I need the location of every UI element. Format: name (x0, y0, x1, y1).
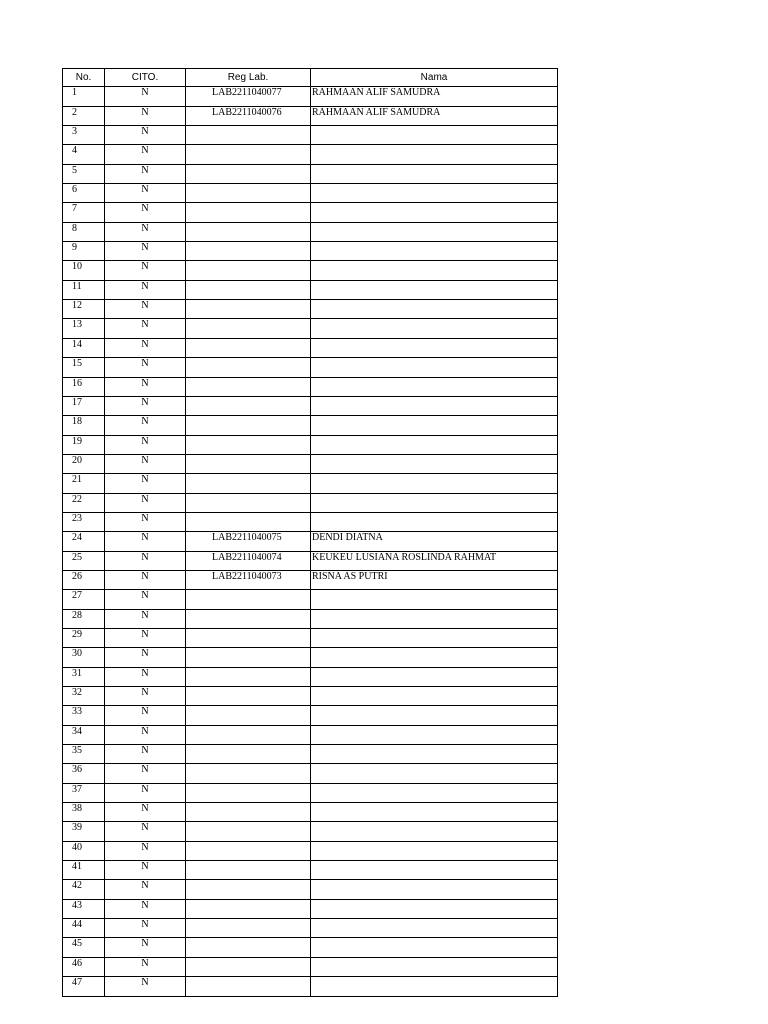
cell-cito: N (105, 648, 186, 667)
cell-cito: N (105, 474, 186, 493)
table-row (63, 590, 558, 609)
cell-no: 20 (63, 454, 105, 473)
cell-reg-lab (186, 338, 311, 357)
table-row (63, 164, 558, 183)
cell-reg-lab (186, 435, 311, 454)
cell-no: 14 (63, 338, 105, 357)
table-row (63, 938, 558, 957)
cell-no: 37 (63, 783, 105, 802)
cell-cito: N (105, 358, 186, 377)
cell-reg-lab (186, 783, 311, 802)
cell-no: 21 (63, 474, 105, 493)
cell-no: 39 (63, 822, 105, 841)
cell-no: 26 (63, 570, 105, 589)
cell-nama (311, 783, 558, 802)
cell-reg-lab (186, 280, 311, 299)
header-reg-lab: Reg Lab. (186, 69, 311, 87)
cell-cito: N (105, 164, 186, 183)
cell-no: 11 (63, 280, 105, 299)
cell-reg-lab (186, 803, 311, 822)
cell-cito: N (105, 803, 186, 822)
cell-cito: N (105, 87, 186, 106)
cell-nama (311, 957, 558, 976)
cell-nama (311, 203, 558, 222)
cell-reg-lab (186, 706, 311, 725)
cell-reg-lab (186, 841, 311, 860)
cell-reg-lab (186, 126, 311, 145)
cell-no: 47 (63, 977, 105, 996)
cell-no: 8 (63, 222, 105, 241)
cell-no: 27 (63, 590, 105, 609)
cell-no: 24 (63, 532, 105, 551)
cell-reg-lab (186, 261, 311, 280)
table-row (63, 570, 558, 589)
table-row (63, 87, 558, 106)
cell-cito: N (105, 899, 186, 918)
cell-cito: N (105, 609, 186, 628)
cell-nama (311, 164, 558, 183)
table-body (63, 87, 558, 996)
cell-cito: N (105, 106, 186, 125)
cell-reg-lab (186, 242, 311, 261)
cell-nama (311, 977, 558, 996)
cell-no: 43 (63, 899, 105, 918)
cell-nama (311, 919, 558, 938)
cell-cito: N (105, 454, 186, 473)
cell-reg-lab (186, 396, 311, 415)
table-row (63, 551, 558, 570)
table-row (63, 338, 558, 357)
table-row (63, 532, 558, 551)
cell-no: 15 (63, 358, 105, 377)
cell-no: 32 (63, 687, 105, 706)
cell-nama (311, 745, 558, 764)
cell-reg-lab (186, 512, 311, 531)
table-row (63, 396, 558, 415)
cell-reg-lab (186, 648, 311, 667)
cell-cito: N (105, 319, 186, 338)
table-row (63, 493, 558, 512)
cell-cito: N (105, 783, 186, 802)
table-row (63, 261, 558, 280)
cell-nama (311, 242, 558, 261)
cell-no: 42 (63, 880, 105, 899)
cell-cito: N (105, 919, 186, 938)
cell-no: 38 (63, 803, 105, 822)
cell-reg-lab (186, 493, 311, 512)
cell-nama: KEUKEU LUSIANA ROSLINDA RAHMAT (311, 551, 558, 570)
cell-nama (311, 512, 558, 531)
table-row (63, 628, 558, 647)
cell-reg-lab (186, 416, 311, 435)
header-cito: CITO. (105, 69, 186, 87)
cell-reg-lab (186, 300, 311, 319)
cell-no: 18 (63, 416, 105, 435)
cell-no: 10 (63, 261, 105, 280)
cell-cito: N (105, 551, 186, 570)
cell-no: 44 (63, 919, 105, 938)
cell-reg-lab (186, 184, 311, 203)
cell-reg-lab: LAB2211040073 (186, 570, 311, 589)
cell-cito: N (105, 184, 186, 203)
cell-nama (311, 126, 558, 145)
table-row (63, 803, 558, 822)
cell-no: 19 (63, 435, 105, 454)
cell-nama: RAHMAAN ALIF SAMUDRA (311, 106, 558, 125)
cell-no: 6 (63, 184, 105, 203)
cell-no: 40 (63, 841, 105, 860)
table-row (63, 280, 558, 299)
cell-reg-lab (186, 861, 311, 880)
cell-nama (311, 319, 558, 338)
cell-no: 35 (63, 745, 105, 764)
cell-nama (311, 938, 558, 957)
table-row (63, 861, 558, 880)
cell-nama (311, 880, 558, 899)
cell-no: 25 (63, 551, 105, 570)
cell-reg-lab (186, 628, 311, 647)
table-row (63, 745, 558, 764)
cell-no: 46 (63, 957, 105, 976)
cell-reg-lab (186, 687, 311, 706)
cell-nama (311, 899, 558, 918)
cell-nama (311, 474, 558, 493)
table-row (63, 899, 558, 918)
cell-no: 41 (63, 861, 105, 880)
cell-nama (311, 300, 558, 319)
cell-nama (311, 648, 558, 667)
table-row (63, 358, 558, 377)
cell-no: 16 (63, 377, 105, 396)
cell-no: 45 (63, 938, 105, 957)
cell-cito: N (105, 222, 186, 241)
cell-no: 33 (63, 706, 105, 725)
table-row (63, 764, 558, 783)
cell-reg-lab (186, 609, 311, 628)
cell-reg-lab (186, 725, 311, 744)
cell-cito: N (105, 706, 186, 725)
cell-cito: N (105, 416, 186, 435)
table-row (63, 687, 558, 706)
cell-nama (311, 667, 558, 686)
table-row (63, 880, 558, 899)
table-row (63, 474, 558, 493)
table-row (63, 106, 558, 125)
cell-no: 5 (63, 164, 105, 183)
cell-reg-lab (186, 454, 311, 473)
table-row (63, 242, 558, 261)
cell-no: 1 (63, 87, 105, 106)
cell-reg-lab (186, 764, 311, 783)
table-row (63, 145, 558, 164)
table-row (63, 725, 558, 744)
cell-no: 3 (63, 126, 105, 145)
cell-reg-lab (186, 222, 311, 241)
cell-no: 13 (63, 319, 105, 338)
cell-cito: N (105, 667, 186, 686)
cell-nama (311, 145, 558, 164)
cell-reg-lab: LAB2211040074 (186, 551, 311, 570)
cell-cito: N (105, 861, 186, 880)
cell-cito: N (105, 396, 186, 415)
table-row (63, 822, 558, 841)
table-row (63, 435, 558, 454)
cell-reg-lab: LAB2211040075 (186, 532, 311, 551)
cell-reg-lab (186, 590, 311, 609)
cell-reg-lab (186, 667, 311, 686)
cell-cito: N (105, 435, 186, 454)
cell-reg-lab: LAB2211040077 (186, 87, 311, 106)
cell-nama (311, 396, 558, 415)
cell-nama (311, 280, 558, 299)
cell-no: 30 (63, 648, 105, 667)
cell-cito: N (105, 841, 186, 860)
cell-no: 34 (63, 725, 105, 744)
table-row (63, 841, 558, 860)
cell-reg-lab (186, 358, 311, 377)
cell-reg-lab (186, 957, 311, 976)
cell-no: 29 (63, 628, 105, 647)
table-row (63, 609, 558, 628)
cell-cito: N (105, 261, 186, 280)
cell-cito: N (105, 242, 186, 261)
cell-cito: N (105, 764, 186, 783)
cell-nama: DENDI DIATNA (311, 532, 558, 551)
cell-nama (311, 706, 558, 725)
table-row (63, 706, 558, 725)
cell-nama: RAHMAAN ALIF SAMUDRA (311, 87, 558, 106)
cell-cito: N (105, 725, 186, 744)
cell-cito: N (105, 957, 186, 976)
cell-reg-lab (186, 899, 311, 918)
table-row (63, 222, 558, 241)
table-row (63, 126, 558, 145)
cell-nama (311, 377, 558, 396)
cell-cito: N (105, 570, 186, 589)
cell-cito: N (105, 938, 186, 957)
cell-reg-lab (186, 745, 311, 764)
cell-reg-lab (186, 977, 311, 996)
table-row (63, 300, 558, 319)
cell-cito: N (105, 145, 186, 164)
table-row (63, 977, 558, 996)
cell-no: 36 (63, 764, 105, 783)
cell-reg-lab (186, 164, 311, 183)
cell-cito: N (105, 822, 186, 841)
cell-nama (311, 454, 558, 473)
cell-reg-lab (186, 822, 311, 841)
cell-no: 17 (63, 396, 105, 415)
cell-cito: N (105, 590, 186, 609)
cell-cito: N (105, 532, 186, 551)
cell-cito: N (105, 745, 186, 764)
cell-cito: N (105, 628, 186, 647)
cell-cito: N (105, 126, 186, 145)
cell-reg-lab (186, 319, 311, 338)
table-row (63, 416, 558, 435)
cell-no: 12 (63, 300, 105, 319)
cell-nama (311, 841, 558, 860)
cell-reg-lab: LAB2211040076 (186, 106, 311, 125)
table-row (63, 512, 558, 531)
table-row (63, 454, 558, 473)
cell-no: 4 (63, 145, 105, 164)
cell-nama (311, 184, 558, 203)
cell-cito: N (105, 977, 186, 996)
cell-cito: N (105, 512, 186, 531)
cell-no: 31 (63, 667, 105, 686)
lab-registration-table (62, 68, 558, 997)
cell-nama (311, 493, 558, 512)
header-no: No. (63, 69, 105, 87)
cell-reg-lab (186, 938, 311, 957)
cell-nama (311, 803, 558, 822)
cell-nama (311, 861, 558, 880)
cell-no: 9 (63, 242, 105, 261)
cell-nama (311, 764, 558, 783)
cell-cito: N (105, 300, 186, 319)
cell-cito: N (105, 377, 186, 396)
cell-cito: N (105, 203, 186, 222)
cell-cito: N (105, 687, 186, 706)
cell-nama (311, 628, 558, 647)
cell-cito: N (105, 880, 186, 899)
table-row (63, 957, 558, 976)
cell-no: 28 (63, 609, 105, 628)
table-row (63, 783, 558, 802)
table-row (63, 184, 558, 203)
cell-nama (311, 338, 558, 357)
table-row (63, 319, 558, 338)
cell-nama (311, 222, 558, 241)
cell-reg-lab (186, 377, 311, 396)
cell-no: 23 (63, 512, 105, 531)
cell-nama (311, 416, 558, 435)
cell-nama (311, 609, 558, 628)
cell-cito: N (105, 338, 186, 357)
cell-nama (311, 822, 558, 841)
table-header-row (63, 69, 558, 87)
cell-nama (311, 261, 558, 280)
table-row (63, 377, 558, 396)
table-row (63, 648, 558, 667)
cell-no: 7 (63, 203, 105, 222)
cell-reg-lab (186, 880, 311, 899)
cell-cito: N (105, 493, 186, 512)
cell-reg-lab (186, 203, 311, 222)
cell-nama (311, 435, 558, 454)
cell-no: 22 (63, 493, 105, 512)
cell-nama: RISNA AS PUTRI (311, 570, 558, 589)
cell-no: 2 (63, 106, 105, 125)
table-row (63, 667, 558, 686)
table-row (63, 919, 558, 938)
cell-nama (311, 590, 558, 609)
cell-cito: N (105, 280, 186, 299)
cell-reg-lab (186, 474, 311, 493)
cell-reg-lab (186, 145, 311, 164)
cell-nama (311, 358, 558, 377)
cell-nama (311, 725, 558, 744)
header-nama: Nama (311, 69, 558, 87)
cell-reg-lab (186, 919, 311, 938)
table-row (63, 203, 558, 222)
cell-nama (311, 687, 558, 706)
